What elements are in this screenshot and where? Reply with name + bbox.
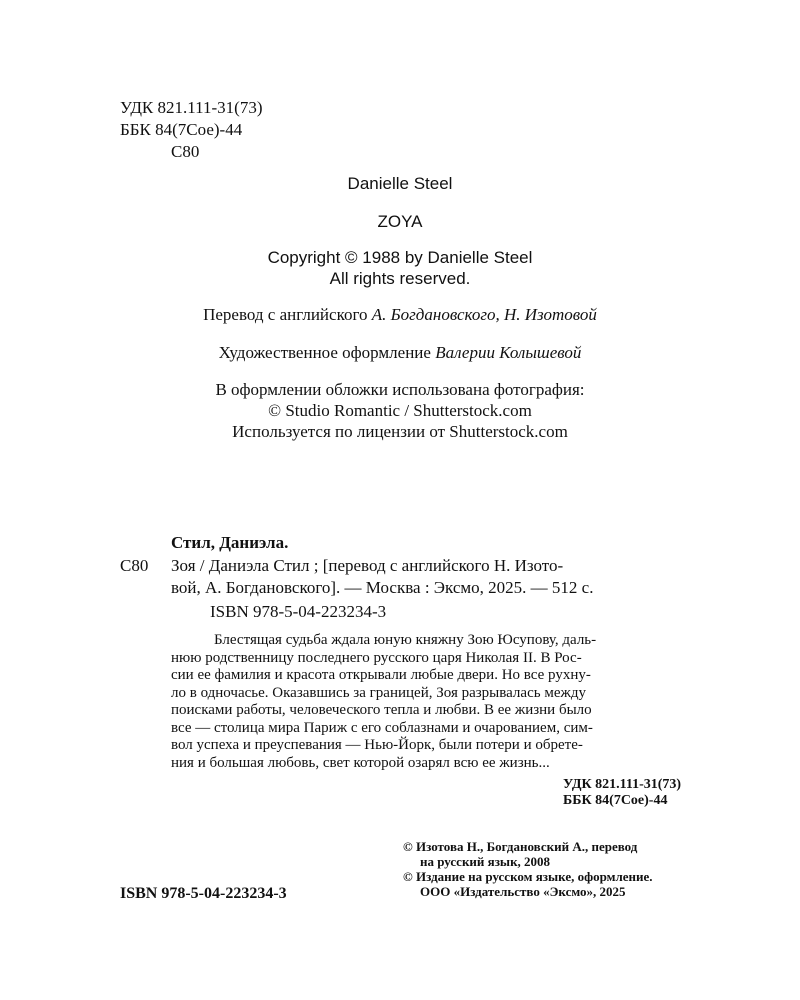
bbk-code-bottom: ББК 84(7Сое)-44	[563, 793, 668, 808]
cover-photo-note: В оформлении обложки использована фотография:	[215, 380, 585, 399]
annotation-line: нюю родственницу последнего русского царя Николая II. В Рос-	[171, 649, 582, 666]
annotation-line: ло в одночасье. Оказавшись за границей, Зоя разрывалась между	[171, 684, 586, 701]
rights-reserved: All rights reserved.	[329, 269, 471, 288]
original-title: ZOYA	[377, 212, 423, 231]
cover-photo-license: Используется по лицензии от Shutterstock.com	[232, 422, 568, 441]
author-mark-top: С80	[171, 142, 200, 161]
copyright-block	[403, 839, 653, 899]
translator-names: А. Богдановского, Н. Изотовой	[371, 305, 597, 324]
artist-name: Валерии Колышевой	[435, 343, 582, 362]
copyright-line: © Изотова Н., Богдановский А., перевод	[403, 839, 638, 854]
udk-code-bottom: УДК 821.111-31(73)	[563, 777, 682, 792]
copyright-line: ООО «Издательство «Эксмо», 2025	[420, 884, 626, 899]
isbn-bottom: ISBN 978-5-04-223234-3	[120, 885, 287, 902]
art-credit	[0, 342, 800, 364]
annotation-line: сии ее фамилия и красота открывали любые двери. Но все рухну-	[171, 667, 591, 683]
catalog-description-line: вой, А. Богдановского]. — Москва : Эксмо, 2025. — 512 с.	[171, 578, 594, 597]
annotation	[171, 632, 711, 772]
bbk-code-top: ББК 84(7Сое)-44	[120, 120, 243, 139]
annotation-line: вол успеха и преуспевания — Нью-Йорк, были потери и обрете-	[171, 737, 583, 753]
translation-label: Перевод с английского	[203, 305, 372, 324]
cover-photo-source: © Studio Romantic / Shutterstock.com	[268, 401, 532, 420]
annotation-line: Блестящая судьба ждала юную княжну Зою Юсупову, даль-	[214, 632, 597, 648]
copyright-line: © Издание на русском языке, оформление.	[403, 869, 653, 884]
annotation-line: поисками работы, человеческого тепла и любви. В ее жизни было	[171, 702, 592, 718]
udk-code-top: УДК 821.111-31(73)	[120, 98, 263, 117]
translation-credit	[0, 304, 800, 326]
art-label: Художественное оформление	[218, 343, 436, 362]
catalog-isbn: ISBN 978-5-04-223234-3	[210, 602, 387, 621]
annotation-line: все — столица мира Париж с его соблазнами и очарованием, сим-	[171, 719, 593, 736]
catalog-author: Стил, Даниэла.	[171, 533, 289, 552]
original-copyright: Copyright © 1988 by Danielle Steel	[267, 248, 533, 267]
original-author: Danielle Steel	[347, 174, 453, 193]
catalog-description-line: Зоя / Даниэла Стил ; [перевод с английского Н. Изото-	[171, 556, 564, 575]
annotation-line: ния и большая любовь, свет которой озарял всю ее жизнь...	[171, 754, 550, 771]
copyright-line: на русский язык, 2008	[420, 854, 551, 869]
catalog-author-mark: С80	[120, 556, 149, 575]
